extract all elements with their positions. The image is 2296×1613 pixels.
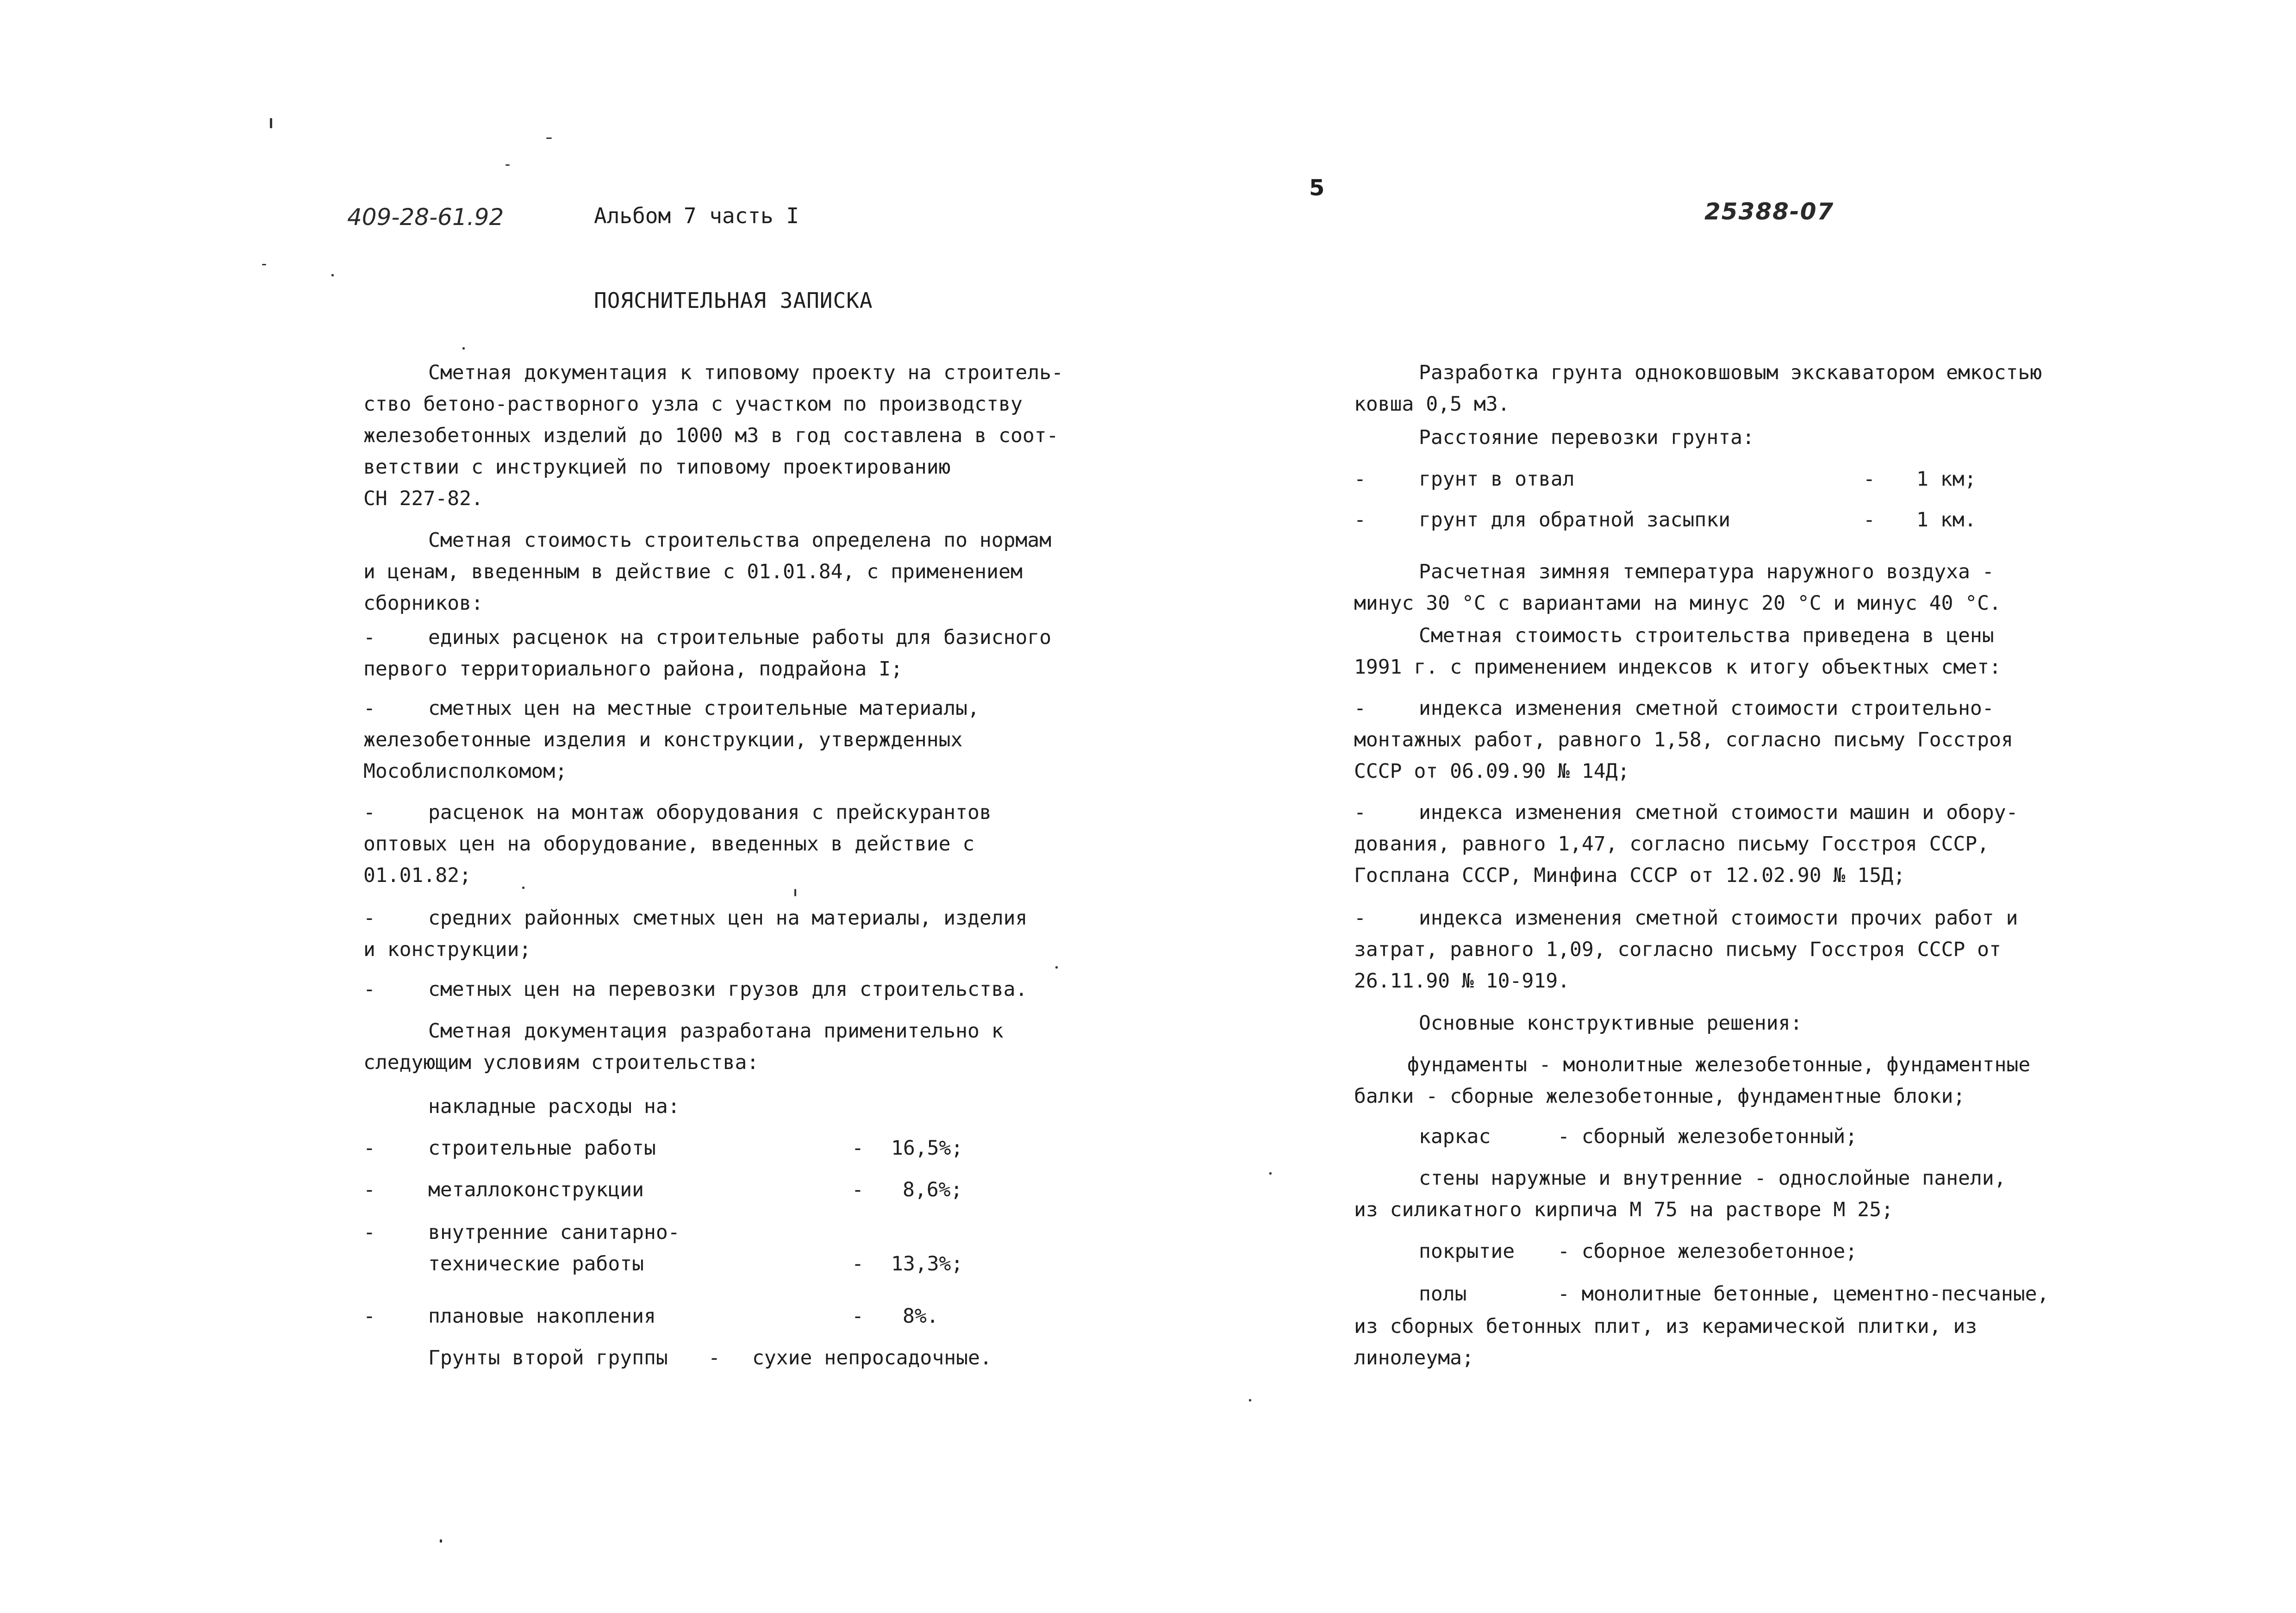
list-dash: - [363,697,375,720]
paragraph-line: Расчетная зимняя температура наружного воздуха - [1419,560,1994,583]
paragraph-line: Разработка грунта одноковшовым экскаватором емкостью [1419,361,2042,384]
distance-label: грунт для обратной засыпки [1419,508,1731,531]
scan-speck [331,274,334,276]
list-dash: - [1354,468,1366,491]
paragraph-line: Сметная документация к типовому проекту на строитель- [428,361,1064,384]
paragraph-line: Сметная стоимость строительства приведена в цены [1419,624,1994,647]
scan-speck [262,264,266,265]
list-item-line: Госплана СССР, Минфина СССР от 12.02.90 № 15Д; [1354,864,1905,887]
scan-speck [1269,1172,1272,1175]
list-dash: - [1863,468,1875,491]
paragraph-line: минус 30 °С с вариантами на минус 20 °С и минус 40 °С. [1354,592,2001,615]
list-item-line: индекса изменения сметной стоимости машин и обору- [1419,801,2018,824]
soil-value: сухие непросадочные. [752,1346,992,1369]
paragraph-line: и ценам, введенным в действие с 01.01.84, с применением [363,560,1023,583]
paragraph-line: 1991 г. с применением индексов к итогу объектных смет: [1354,656,2001,679]
list-dash: - [363,626,375,649]
paragraph-line: ковша 0,5 м3. [1354,393,1510,416]
paragraph-line: из сборных бетонных плит, из керамической плитки, из [1354,1315,1978,1338]
scan-speck [794,889,796,896]
paragraph-line: фундаменты - монолитные железобетонные, фундаментные [1407,1053,2031,1076]
list-item-line: индекса изменения сметной стоимости строительно- [1419,697,1994,720]
list-item-line: индекса изменения сметной стоимости прочих работ и [1419,907,2018,930]
list-dash: - [708,1346,720,1369]
scan-speck [546,138,552,139]
list-item-line: сметных цен на перевозки грузов для строительства. [428,978,1028,1001]
paragraph-line: линолеума; [1354,1346,1474,1369]
paragraph-line: следующим условиям строительства: [363,1051,759,1074]
list-item-line: Мособлисполкомом; [363,760,568,783]
list-dash: - [1354,508,1366,531]
list-dash: - [363,907,375,930]
floor-label: полы [1419,1282,1467,1306]
distance-label: грунт в отвал [1419,468,1575,491]
list-item-line: и конструкции; [363,938,531,961]
doc-code: 409-28-61.92 [347,204,504,231]
list-dash: - [363,1221,375,1244]
overhead-label: строительные работы [428,1137,656,1160]
solutions-intro: Основные конструктивные решения: [1419,1012,1803,1035]
overhead-label: металлоконструкции [428,1178,644,1201]
list-item-line: оптовых цен на оборудование, введенных в действие с [363,832,975,856]
list-item-line: железобетонные изделия и конструкции, утвержденных [363,728,963,751]
list-dash: - [363,1178,375,1201]
list-item-line: СССР от 06.09.90 № 14Д; [1354,760,1630,783]
paragraph-line: Сметная документация разработана применительно к [428,1019,1004,1043]
list-dash: - [1863,508,1875,531]
list-dash: - [1354,801,1366,824]
list-dash: - [852,1137,864,1160]
overhead-value: 13,3%; [891,1252,963,1275]
paragraph-line: СН 227-82. [363,487,483,510]
distance-value: 1 км; [1916,468,1977,491]
list-item-line: 26.11.90 № 10-919. [1354,969,1570,993]
paragraph-line: ветствии с инструкцией по типовому проектированию [363,456,951,479]
list-item-line: первого территориального района, подрайона I; [363,657,903,681]
scan-speck [1055,966,1058,969]
list-item-line: сметных цен на местные строительные материалы, [428,697,980,720]
list-dash: - [363,1137,375,1160]
scan-speck [462,347,465,350]
overhead-label: технические работы [428,1252,644,1275]
distance-value: 1 км. [1916,508,1977,531]
paragraph-line: сборников: [363,592,483,615]
album-label: Альбом 7 часть I [594,203,799,228]
scan-speck [505,164,510,166]
list-dash: - [363,1305,375,1328]
roof-value: - сборное железобетонное; [1558,1240,1858,1263]
frame-label: каркас [1419,1125,1491,1148]
inventory-code: 25388-07 [1704,198,1834,225]
overhead-value: 8%. [903,1305,939,1328]
scan-speck [270,118,272,128]
overhead-value: 16,5%; [891,1137,963,1160]
list-item-line: единых расценок на строительные работы для базисного [428,626,1052,649]
list-dash: - [1354,907,1366,930]
scan-speck [1249,1399,1251,1401]
floor-value: - монолитные бетонные, цементно-песчаные, [1558,1282,2049,1306]
scan-speck [522,887,524,889]
list-dash: - [852,1305,864,1328]
list-dash: - [852,1252,864,1275]
list-dash: - [363,801,375,824]
paragraph-line: балки - сборные железобетонные, фундаментные блоки; [1354,1085,1965,1108]
list-item-line: дования, равного 1,47, согласно письму Госстроя СССР, [1354,832,1990,856]
soil-label: Грунты второй группы [428,1346,668,1369]
paragraph-line: ство бетоно-растворного узла с участком по производству [363,393,1023,416]
paragraph-line: из силикатного кирпича М 75 на растворе М 25; [1354,1198,1893,1221]
list-item-line: затрат, равного 1,09, согласно письму Госстроя СССР от [1354,938,2001,961]
list-dash: - [852,1178,864,1201]
distance-intro: Расстояние перевозки грунта: [1419,426,1754,449]
overhead-intro: накладные расходы на: [428,1095,680,1118]
roof-label: покрытие [1419,1240,1515,1263]
page-title: ПОЯСНИТЕЛЬНАЯ ЗАПИСКА [594,288,873,313]
paragraph-line: железобетонных изделий до 1000 м3 в год составлена в соот- [363,424,1059,447]
list-item-line: монтажных работ, равного 1,58, согласно письму Госстроя [1354,728,2013,751]
overhead-label: внутренние санитарно- [428,1221,680,1244]
overhead-label: плановые накопления [428,1305,656,1328]
list-item-line: 01.01.82; [363,864,471,887]
list-dash: - [1354,697,1366,720]
page-number: 5 [1309,175,1325,201]
paragraph-line: Сметная стоимость строительства определена по нормам [428,529,1052,552]
frame-value: - сборный железобетонный; [1558,1125,1858,1148]
paragraph-line: стены наружные и внутренние - однослойные панели, [1419,1167,2006,1190]
scan-speck [440,1539,442,1543]
list-item-line: средних районных сметных цен на материалы, изделия [428,907,1028,930]
overhead-value: 8,6%; [903,1178,963,1201]
list-dash: - [363,978,375,1001]
list-item-line: расценок на монтаж оборудования с прейскурантов [428,801,992,824]
